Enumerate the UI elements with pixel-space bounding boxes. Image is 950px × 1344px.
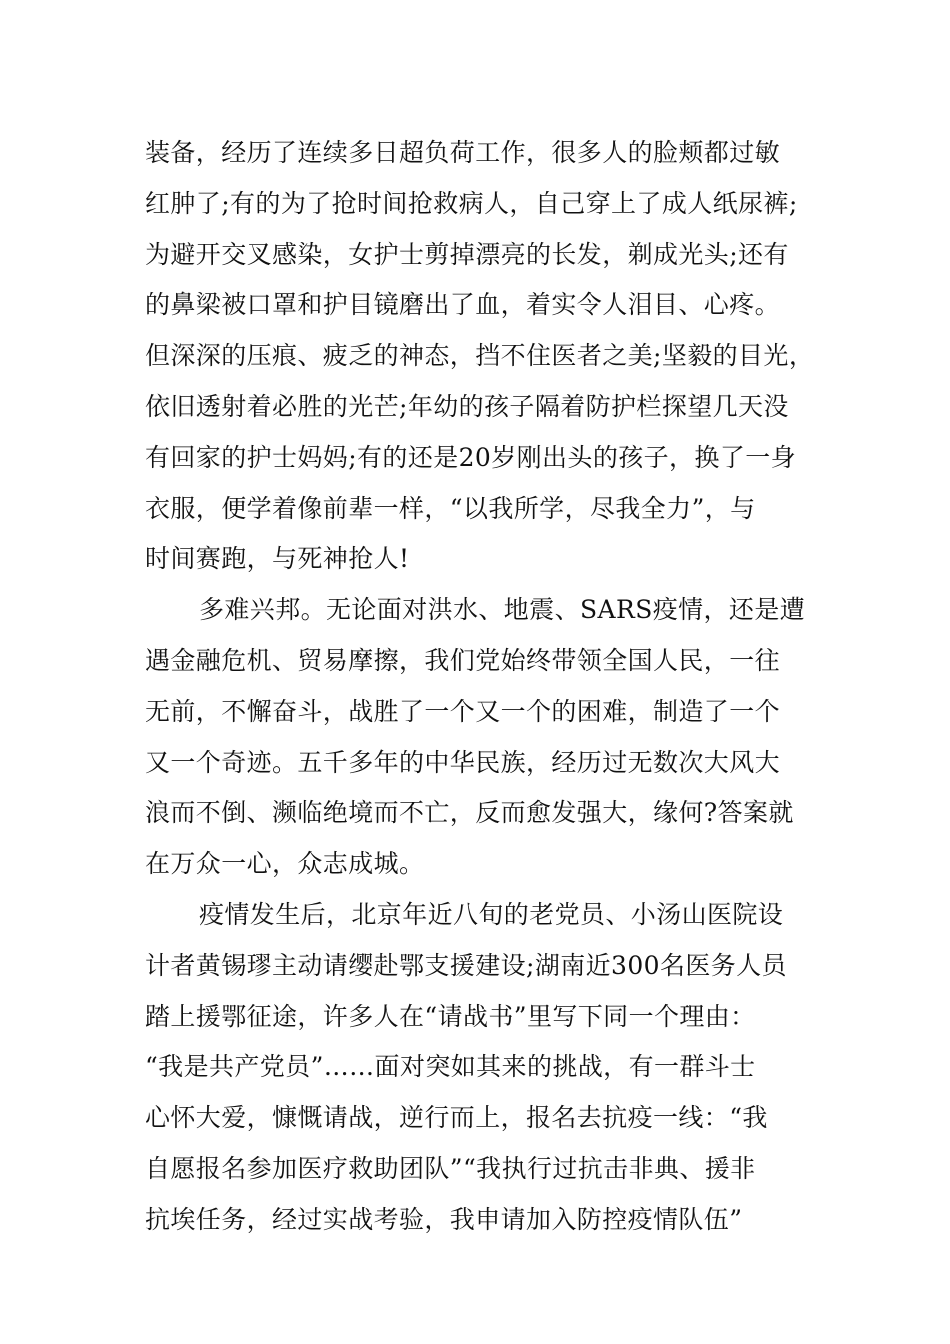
text-line: 依旧透射着必胜的光芒;年幼的孩子隔着防护栏探望几天没 [145, 391, 789, 421]
text-line: 抗埃任务，经过实战考验，我申请加入防控疫情队伍” [145, 1204, 743, 1234]
body-text [145, 128, 815, 1246]
text-line: 踏上援鄂征途，许多人在“请战书”里写下同一个理由： [145, 1001, 756, 1031]
text-line: 但深深的压痕、疲乏的神态，挡不住医者之美;坚毅的目光， [145, 341, 815, 371]
text-line: 又一个奇迹。五千多年的中华民族，经历过无数次大风大 [145, 747, 781, 777]
text-line: 时间赛跑，与死神抢人! [145, 544, 410, 574]
text-line: 浪而不倒、濒临绝境而不亡，反而愈发强大，缘何?答案就 [145, 798, 794, 828]
text-line: 无前，不懈奋斗，战胜了一个又一个的困难，制造了一个 [145, 696, 781, 726]
text-line: 为避开交叉感染，女护士剪掉漂亮的长发，剃成光头;还有 [145, 239, 789, 269]
text-line: “我是共产党员”……面对突如其来的挑战，有一群斗士 [145, 1052, 756, 1082]
text-line: 遇金融危机、贸易摩擦，我们党始终带领全国人民，一往 [145, 645, 781, 675]
text-line: 计者黄锡璆主动请缨赴鄂支援建设;湖南近300名医务人员 [145, 950, 787, 980]
text-line: 在万众一心，众志成城。 [145, 849, 425, 879]
text-line: 有回家的护士妈妈;有的还是20岁刚出头的孩子，换了一身 [145, 442, 797, 472]
paragraph-start-line: 多难兴邦。无论面对洪水、地震、SARS疫情，还是遭 [199, 595, 806, 625]
text-line: 装备，经历了连续多日超负荷工作，很多人的脸颊都过敏 [145, 138, 781, 167]
text-line: 的鼻梁被口罩和护目镜磨出了血，着实令人泪目、心疼。 [145, 290, 781, 320]
text-line: 心怀大爱，慷慨请战，逆行而上，报名去抗疫一线：“我 [145, 1103, 768, 1133]
text-line: 自愿报名参加医疗救助团队”“我执行过抗击非典、援非 [145, 1153, 756, 1183]
text-line: 红肿了;有的为了抢时间抢救病人，自己穿上了成人纸尿裤; [145, 188, 798, 218]
text-line: 衣服，便学着像前辈一样，“以我所学，尽我全力”，与 [145, 493, 756, 523]
paragraph-start-line: 疫情发生后，北京年近八旬的老党员、小汤山医院设 [199, 899, 784, 929]
